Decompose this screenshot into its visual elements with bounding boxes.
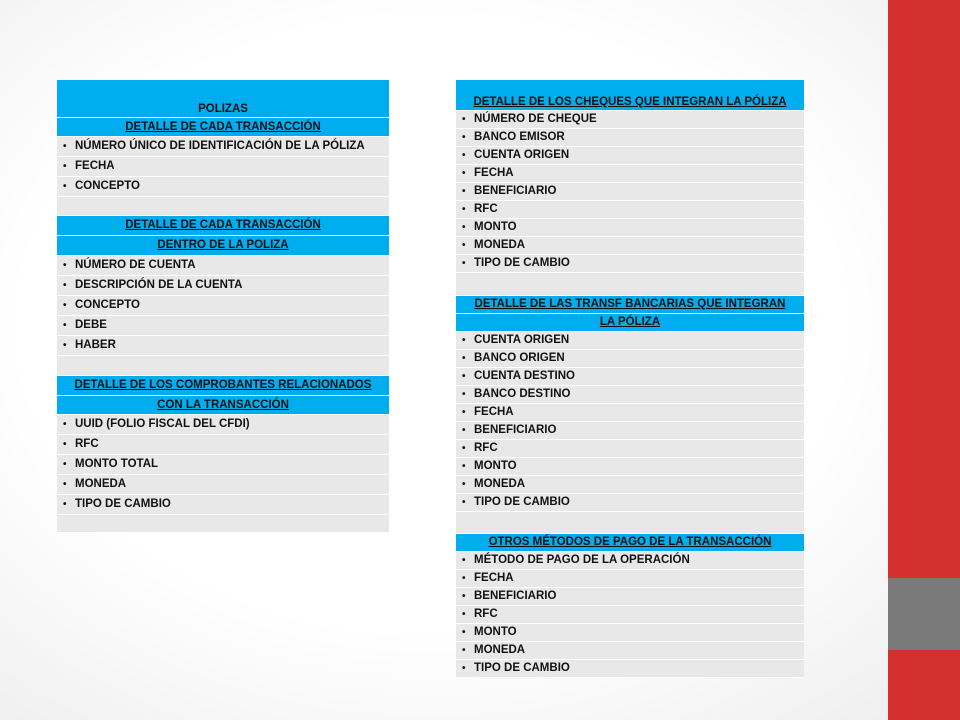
polizas-table [57, 80, 389, 533]
section-header-with-transaction: CON LA TRANSACCIÓN [57, 395, 389, 414]
list-item: • FECHA [456, 164, 804, 182]
spacer-row [57, 196, 389, 215]
list-item: • BANCO DESTINO [456, 385, 804, 403]
list-item: • NÚMERO DE CHEQUE [456, 110, 804, 128]
list-item: • MÉTODO DE PAGO DE LA OPERACIÓN [456, 551, 804, 569]
list-item: • BANCO ORIGEN [456, 349, 804, 367]
list-item: • MONTO [456, 218, 804, 236]
list-item: • MONEDA [456, 236, 804, 254]
section-header-transaction-detail: DETALLE DE CADA TRANSACCIÓN [57, 117, 389, 136]
list-item: • RFC [456, 200, 804, 218]
section-header-within-policy: DENTRO DE LA POLIZA [57, 235, 389, 255]
list-item: • BANCO EMISOR [456, 128, 804, 146]
list-item: • TIPO DE CAMBIO [57, 494, 389, 514]
section-header-the-policy: LA PÓLIZA [456, 313, 804, 331]
list-item: • RFC [57, 434, 389, 454]
section-header-other-payment-methods: OTROS MÉTODOS DE PAGO DE LA TRANSACCIÓN [456, 533, 804, 551]
list-item: • BENEFICIARIO [456, 587, 804, 605]
polizas-title: POLIZAS [57, 80, 389, 117]
list-item: • MONEDA [456, 641, 804, 659]
list-item: • FECHA [456, 569, 804, 587]
list-item: • TIPO DE CAMBIO [456, 659, 804, 677]
list-item: • MONEDA [57, 474, 389, 494]
list-item: • MONTO [456, 623, 804, 641]
list-item: • CONCEPTO [57, 295, 389, 315]
list-item: • FECHA [57, 156, 389, 176]
section-header-related-vouchers: DETALLE DE LOS COMPROBANTES RELACIONADOS [57, 375, 389, 395]
list-item: • RFC [456, 439, 804, 457]
list-item: • MONTO [456, 457, 804, 475]
section-header-transaction-detail-2: DETALLE DE CADA TRANSACCIÓN [57, 215, 389, 235]
list-item: • MONTO TOTAL [57, 454, 389, 474]
list-item: • MONEDA [456, 475, 804, 493]
list-item: • CONCEPTO [57, 176, 389, 196]
list-item: • DEBE [57, 315, 389, 335]
decorative-red-bar-top [888, 0, 960, 578]
list-item: • UUID (FOLIO FISCAL DEL CFDI) [57, 414, 389, 434]
list-item: • NÚMERO DE CUENTA [57, 255, 389, 275]
list-item: • BENEFICIARIO [456, 421, 804, 439]
list-item: • HABER [57, 335, 389, 355]
decorative-gray-block [888, 578, 960, 650]
spacer-row [456, 272, 804, 295]
list-item: • FECHA [456, 403, 804, 421]
spacer-row [57, 355, 389, 375]
spacer-row [456, 511, 804, 533]
section-header-bank-transfers: DETALLE DE LAS TRANSF BANCARIAS QUE INTEGRAN [456, 295, 804, 313]
list-item: • TIPO DE CAMBIO [456, 493, 804, 511]
list-item: • CUENTA ORIGEN [456, 331, 804, 349]
list-item: • CUENTA DESTINO [456, 367, 804, 385]
decorative-red-bar-bottom [888, 650, 960, 720]
list-item: • CUENTA ORIGEN [456, 146, 804, 164]
section-header-cheques: DETALLE DE LOS CHEQUES QUE INTEGRAN LA PÓLIZA [456, 80, 804, 110]
spacer-row [57, 514, 389, 532]
list-item: • BENEFICIARIO [456, 182, 804, 200]
list-item: • DESCRIPCIÓN DE LA CUENTA [57, 275, 389, 295]
list-item: • NÚMERO ÚNICO DE IDENTIFICACIÓN DE LA PÓLIZA [57, 136, 389, 156]
list-item: • RFC [456, 605, 804, 623]
list-item: • TIPO DE CAMBIO [456, 254, 804, 272]
payment-details-table [456, 80, 804, 678]
